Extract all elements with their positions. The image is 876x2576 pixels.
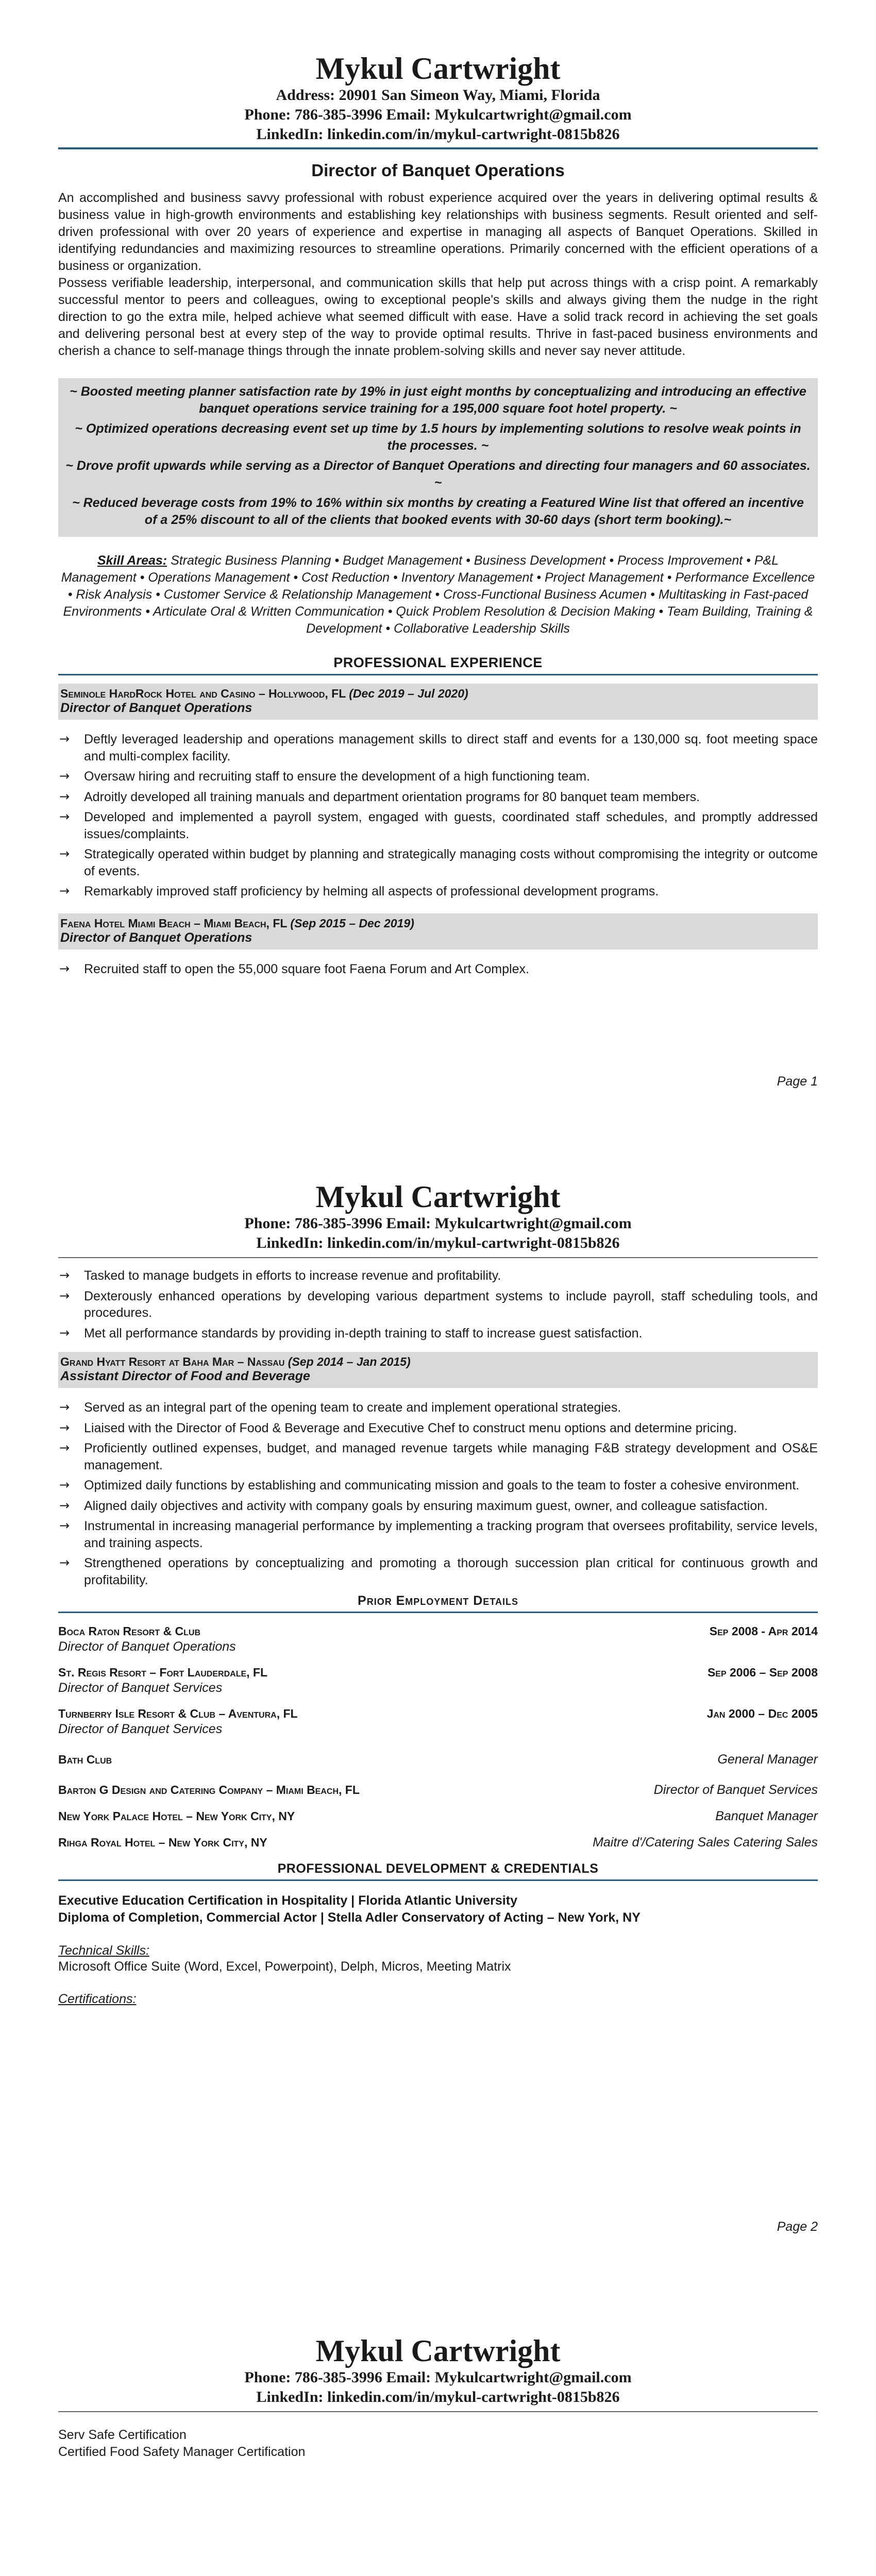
prior-dates: Sep 2006 – Sep 2008 <box>707 1666 818 1680</box>
phone-email-line: Phone: 786-385-3996 Email: Mykulcartwright@gmail.com <box>244 106 632 124</box>
job-dates: (Sep 2015 – Dec 2019) <box>290 916 414 930</box>
technical-skills-label: Technical Skills: <box>58 1943 149 1958</box>
prior-dates: Sep 2008 - Apr 2014 <box>709 1624 818 1638</box>
prior-job <box>58 1707 818 1721</box>
job-header <box>58 913 818 950</box>
job-position: Director of Banquet Operations <box>60 930 252 945</box>
prior-job <box>58 1666 818 1680</box>
page-number: Page 1 <box>777 1074 818 1089</box>
prior-employer: New York Palace Hotel – New York City, NY <box>58 1809 295 1823</box>
bullet-item: → Dexterously enhanced operations by developing various department systems to include payroll, staff scheduling tools, and procedures. <box>58 1288 818 1321</box>
prior-job <box>58 1783 818 1798</box>
resume-page-2 <box>0 1133 876 2267</box>
achievement-item: ~ Drove profit upwards while serving as a Director of Banquet Operations and directing four managers and 60 associates. ~ <box>65 459 811 490</box>
phone-email-line: Phone: 786-385-3996 Email: Mykulcartwright@gmail.com <box>244 2369 632 2386</box>
certifications-list <box>58 2427 818 2460</box>
prior-job <box>58 1809 818 1824</box>
bullet-item: → Instrumental in increasing managerial performance by implementing a tracking program that oversees profitability, service levels, and training aspects. <box>58 1518 818 1551</box>
job-company <box>60 1355 816 1369</box>
page-1-content <box>58 52 818 981</box>
section-divider <box>58 1879 818 1881</box>
address-line: Address: 20901 San Simeon Way, Miami, Florida <box>276 87 600 104</box>
bullet-item: → Proficiently outlined expenses, budget, and managed revenue targets while managing F&B strategy development and OS&E management. <box>58 1440 818 1473</box>
resume-page-1 <box>0 0 876 1133</box>
prior-employer: Turnberry Isle Resort & Club – Aventura, FL <box>58 1707 298 1721</box>
prior-role: Director of Banquet Services <box>58 1681 223 1696</box>
bullet-item: → Aligned daily objectives and activity with company goals by ensuring maximum guest, owner, and colleague satisfaction. <box>58 1498 818 1515</box>
credentials <box>58 1892 818 1926</box>
prior-job <box>58 1624 818 1638</box>
bullet-item: → Developed and implemented a payroll system, engaged with guests, coordinated staff schedules, and promptly addressed issues/complaints. <box>58 809 818 842</box>
prior-job <box>58 1835 818 1850</box>
prior-role: Director of Banquet Services <box>58 1722 223 1737</box>
prior-job <box>58 1752 818 1767</box>
credential-item: Diploma of Completion, Commercial Actor | Stella Adler Conservatory of Acting – New York, NY <box>58 1910 641 1925</box>
company-name: Grand Hyatt Resort at Baha Mar – Nassau <box>60 1355 285 1369</box>
job-bullets <box>58 1399 818 1588</box>
resume-page-3 <box>0 2267 876 2576</box>
prior-employer: Boca Raton Resort & Club <box>58 1624 201 1638</box>
job-dates: (Dec 2019 – Jul 2020) <box>349 687 468 701</box>
job-position: Director of Banquet Operations <box>60 701 252 716</box>
bullet-item: → Deftly leveraged leadership and operations management skills to direct staff and events for a 130,000 sq. foot meeting space and multi-complex facility. <box>58 731 818 765</box>
bullet-item: → Met all performance standards by providing in-depth training to staff to increase guest satisfaction. <box>58 1325 818 1342</box>
development-heading: PROFESSIONAL DEVELOPMENT & CREDENTIALS <box>277 1861 599 1876</box>
prior-employer: St. Regis Resort – Fort Lauderdale, FL <box>58 1666 268 1680</box>
job-company <box>60 917 816 930</box>
linkedin-line: LinkedIn: linkedin.com/in/mykul-cartwright-0815b826 <box>256 126 620 143</box>
certifications-label: Certifications: <box>58 1991 137 2006</box>
certification-item: Serv Safe Certification <box>58 2428 187 2443</box>
prior-employer: Rihga Royal Hotel – New York City, NY <box>58 1836 267 1850</box>
bullet-item: → Optimized daily functions by establishing and communicating mission and goals to the team to foster a cohesive environment. <box>58 1477 818 1494</box>
prior-employment-list <box>58 1624 818 1850</box>
bullet-item: → Remarkably improved staff proficiency by helming all aspects of professional development programs. <box>58 883 818 900</box>
achievement-item: ~ Boosted meeting planner satisfaction rate by 19% in just eight months by conceptualizing and introducing an effective banquet operations service training for a 195,000 square foot hotel property. ~ <box>70 384 806 416</box>
linkedin-line: LinkedIn: linkedin.com/in/mykul-cartwright-0815b826 <box>256 1234 620 1252</box>
candidate-name: Mykul Cartwright <box>315 52 561 86</box>
header-divider <box>58 147 818 149</box>
prior-role: Director of Banquet Operations <box>58 1639 236 1654</box>
skill-areas <box>58 552 818 637</box>
credential-item: Executive Education Certification in Hospitality | Florida Atlantic University <box>58 1893 517 1908</box>
prior-employment-heading: Prior Employment Details <box>358 1594 518 1608</box>
prior-role: Director of Banquet Services <box>653 1783 818 1798</box>
header-divider <box>58 1257 818 1258</box>
bullet-item: → Strengthened operations by conceptualizing and promoting a thorough succession plan critical for continuous growth and profitability. <box>58 1555 818 1588</box>
professional-summary <box>58 190 818 360</box>
prior-role: General Manager <box>717 1752 818 1767</box>
bullet-item: → Liaised with the Director of Food & Beverage and Executive Chef to construct menu options and determine pricing. <box>58 1420 818 1437</box>
job-header <box>58 1352 818 1388</box>
page-2-content <box>58 1180 818 2007</box>
job-header <box>58 684 818 720</box>
candidate-name: Mykul Cartwright <box>315 1180 561 1214</box>
bullet-item: → Tasked to manage budgets in efforts to increase revenue and profitability. <box>58 1267 818 1284</box>
job-company <box>60 687 816 701</box>
phone-email-line: Phone: 786-385-3996 Email: Mykulcartwright@gmail.com <box>244 1215 632 1232</box>
achievement-item: ~ Reduced beverage costs from 19% to 16% within six months by creating a Featured Wine list that offered an incentive of a 25% discount to all of the clients that booked events with 30-60 days (short term booking).~ <box>72 496 804 528</box>
summary-paragraph: An accomplished and business savvy professional with robust experience acquired over the years in delivering optimal results & business value in high-growth environments and establishing key relationships with business segments. Result oriented and self-driven professional with over 20 years of experience and expertise in managing all aspects of Banquet Operations. Skilled in identifying redundancies and maximizing resources to streamline operations. Primarily concerned with the efficient operations of a business or organization. <box>58 191 818 274</box>
header-divider <box>58 2411 818 2412</box>
bullet-item: → Strategically operated within budget by planning and strategically managing costs without compromising the integrity or outcome of events. <box>58 846 818 879</box>
job-bullets <box>58 731 818 900</box>
prior-employer: Barton G Design and Catering Company – Miami Beach, FL <box>58 1783 360 1797</box>
experience-heading: PROFESSIONAL EXPERIENCE <box>333 655 543 671</box>
resume-title: Director of Banquet Operations <box>311 161 565 180</box>
candidate-name: Mykul Cartwright <box>315 2334 561 2368</box>
skill-areas-list: Strategic Business Planning • Budget Management • Business Development • Process Improvement • P&L Management • Operations Management • Cost Reduction • Inventory Management • Project Management • Performance Excellence • Risk Analysis • Customer Service & Relationship Management • Cross-Functional Business Acumen • Multitasking in Fast-paced Environments • Articulate Oral & Written Communication • Quick Problem Resolution & Decision Making • Team Building, Training & Development • Collaborative Leadership Skills <box>61 553 815 636</box>
job-dates: (Sep 2014 – Jan 2015) <box>288 1355 411 1369</box>
skill-areas-label: Skill Areas: <box>97 553 167 568</box>
prior-role: Maitre d'/Catering Sales Catering Sales <box>593 1835 818 1850</box>
achievement-item: ~ Optimized operations decreasing event set up time by 1.5 hours by implementing solutions to resolve weak points in the processes. ~ <box>75 421 801 453</box>
section-divider <box>58 674 818 675</box>
prior-employer: Bath Club <box>58 1753 112 1767</box>
job-bullets <box>58 961 818 978</box>
job-bullets <box>58 1267 818 1342</box>
summary-paragraph: Possess verifiable leadership, interpersonal, and communication skills that help put across things with a crisp point. A remarkably successful mentor to peers and colleagues, owing to exceptional people's skills and always giving them the nudge in the right direction to go the extra mile, helped achieve what seemed difficult with ease. Have a solid track record in achieving the set goals and delivering personal best at every step of the way to provide optimal results. Thrive in fast-paced business environments and cherish a chance to self-manage things through the innate problem-solving skills and never say never attitude. <box>58 276 818 359</box>
company-name: Faena Hotel Miami Beach – Miami Beach, FL <box>60 916 288 930</box>
prior-role: Banquet Manager <box>715 1809 818 1824</box>
bullet-item: → Adroitly developed all training manuals and department orientation programs for 80 banquet team members. <box>58 789 818 806</box>
achievements-box <box>58 378 818 537</box>
certification-item: Certified Food Safety Manager Certification <box>58 2444 306 2459</box>
bullet-item: → Served as an integral part of the opening team to create and implement operational strategies. <box>58 1399 818 1416</box>
technical-skills <box>58 1943 818 1975</box>
job-position: Assistant Director of Food and Beverage <box>60 1369 310 1384</box>
linkedin-line: LinkedIn: linkedin.com/in/mykul-cartwright-0815b826 <box>256 2388 620 2406</box>
company-name: Seminole HardRock Hotel and Casino – Hollywood, FL <box>60 687 346 701</box>
prior-dates: Jan 2000 – Dec 2005 <box>706 1707 818 1721</box>
technical-skills-list: Microsoft Office Suite (Word, Excel, Powerpoint), Delph, Micros, Meeting Matrix <box>58 1959 511 1974</box>
page-3-content <box>58 2334 818 2460</box>
bullet-item: → Oversaw hiring and recruiting staff to ensure the development of a high functioning team. <box>58 768 818 785</box>
section-divider <box>58 1612 818 1613</box>
bullet-item: → Recruited staff to open the 55,000 square foot Faena Forum and Art Complex. <box>58 961 818 978</box>
page-number: Page 2 <box>777 2219 818 2234</box>
